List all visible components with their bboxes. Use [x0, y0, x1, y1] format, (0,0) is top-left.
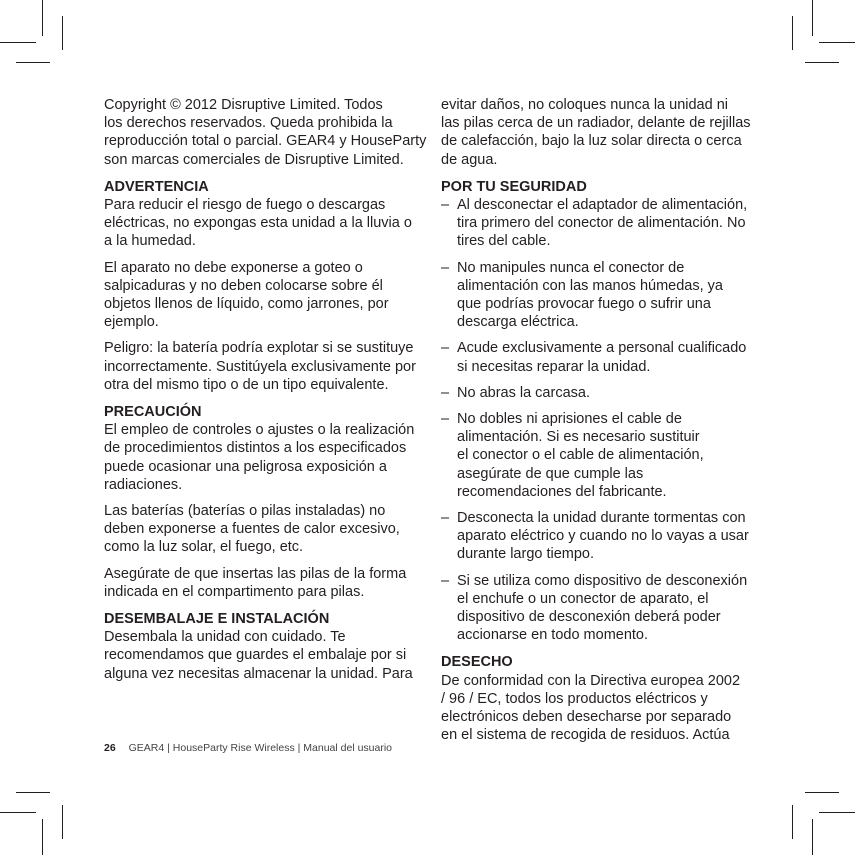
- warning-heading: ADVERTENCIA: [104, 178, 209, 195]
- safety-list: [441, 196, 759, 644]
- right-column: [441, 96, 759, 753]
- crop-mark: [42, 0, 43, 36]
- warning-section: [104, 178, 416, 394]
- crop-mark: [805, 792, 839, 793]
- safety-heading: POR TU SEGURIDAD: [441, 178, 587, 195]
- crop-mark: [0, 42, 36, 43]
- footer-text: GEAR4 | HouseParty Rise Wireless | Manual del usuario: [128, 742, 393, 754]
- caution-heading: PRECAUCIÓN: [104, 404, 202, 421]
- crop-mark: [812, 819, 813, 855]
- crop-mark: [819, 812, 855, 813]
- unpack-paragraph: Desembala la unidad con cuidado. Te recomendamos que guardes el embalaje por si alguna vez necesitas almacenar la unidad. Para: [104, 629, 413, 682]
- caution-paragraph: Las baterías (baterías o pilas instaladas) no deben exponerse a fuentes de calor excesivo, como la luz solar, el fuego, etc.: [104, 503, 400, 556]
- list-item: – Acude exclusivamente a personal cualificado si necesitas reparar la unidad.: [441, 339, 759, 375]
- crop-mark: [62, 805, 63, 839]
- crop-mark: [819, 42, 855, 43]
- caution-paragraph: Asegúrate de que insertas las pilas de la forma indicada en el compartimento para pilas.: [104, 565, 407, 600]
- unpack-heading: DESEMBALAJE E INSTALACIÓN: [104, 611, 330, 628]
- caution-section: [104, 403, 415, 601]
- crop-mark: [62, 16, 63, 50]
- disposal-heading: DESECHO: [441, 654, 513, 671]
- list-item: – Al desconectar el adaptador de alimentación, tira primero del conector de alimentación. No tires del cable.: [441, 196, 759, 251]
- list-item: – Desconecta la unidad durante tormentas con aparato eléctrico y cuando no lo vayas a usar durante largo tiempo.: [441, 509, 759, 564]
- caution-paragraph: El empleo de controles o ajustes o la realización de procedimientos distintos a los especificados puede ocasionar una peligrosa exposición a radiaciones.: [104, 422, 415, 493]
- warning-paragraph: El aparato no debe exponerse a goteo o salpicaduras y no deben colocarse sobre él objetos llenos de líquido, como jarrones, por ejemplo.: [104, 259, 389, 331]
- crop-mark: [0, 812, 36, 813]
- warning-paragraph: Peligro: la batería podría explotar si se sustituye incorrectamente. Sustitúyela exclusivamente por otra del mismo tipo o de un tipo equivalente.: [104, 340, 416, 393]
- list-item: – No manipules nunca el conector de alimentación con las manos húmedas, ya que podrías provocar fuego o sufrir una descarga eléctrica.: [441, 259, 759, 332]
- copyright-notice: Copyright © 2012 Disruptive Limited. Todos los derechos reservados. Queda prohibida la reproducción total o parcial. GEAR4 y HouseParty son marcas comerciales de Disruptive Limited.: [104, 97, 427, 168]
- list-item: – No dobles ni aprisiones el cable de alimentación. Si es necesario sustituir el conector o el cable de alimentación, asegúrate de que cumple las recomendaciones del fabricante.: [441, 410, 759, 501]
- left-column: [104, 96, 427, 691]
- disposal-paragraph: De conformidad con la Directiva europea 2002 / 96 / EC, todos los productos eléctricos y electrónicos deben desecharse por separado en el sistema de recogida de residuos. Actúa: [441, 672, 741, 744]
- warning-paragraph: Para reducir el riesgo de fuego o descargas eléctricas, no expongas esta unidad a la lluvia o a la humedad.: [104, 197, 412, 250]
- crop-mark: [792, 805, 793, 839]
- list-item: – Si se utiliza como dispositivo de desconexión el enchufe o un conector de aparato, el dispositivo de desconexión deberá poder accionarse en todo momento.: [441, 572, 759, 645]
- crop-mark: [42, 819, 43, 855]
- page-number: 26: [104, 742, 116, 754]
- crop-mark: [812, 0, 813, 36]
- disposal-section: [441, 653, 759, 744]
- crop-mark: [792, 16, 793, 50]
- safety-section: [441, 178, 759, 645]
- continued-paragraph: evitar daños, no coloques nunca la unidad ni las pilas cerca de un radiador, delante de rejillas de calefacción, bajo la luz solar directa o cerca de agua.: [441, 97, 751, 168]
- list-item: – No abras la carcasa.: [441, 384, 759, 402]
- crop-mark: [805, 62, 839, 63]
- crop-mark: [16, 792, 50, 793]
- page-footer: [104, 742, 392, 754]
- unpack-section: [104, 610, 412, 683]
- crop-mark: [16, 62, 50, 63]
